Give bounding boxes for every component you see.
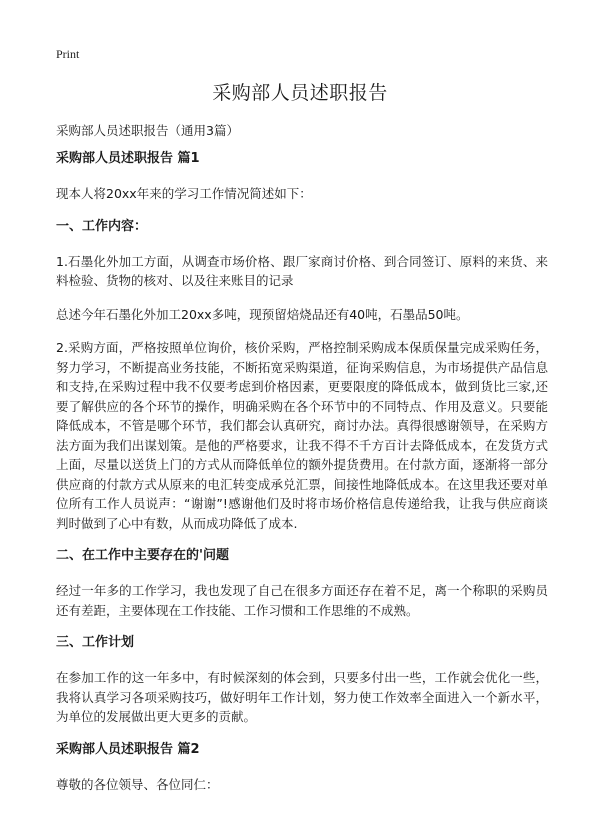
paragraph-problems: 经过一年多的工作学习，我也发现了自己在很多方面还存在着不足，离一个称职的采购员还有差距，主要体现在工作技能、工作习惯和工作思维的不成熟。: [56, 583, 548, 618]
article-heading-2: 采购部人员述职报告 篇2: [56, 741, 200, 757]
paragraph-procurement: 2.采购方面，严格按照单位询价，核价采购，严格控制采购成本保质保量完成采购任务，努力学习，不断提高业务技能，不断拓宽采购渠道，征询采购信息，为市场提供产品信息和支持,在采购过程中我不仅要考虑到价格因素，更要限度的降低成本，做到货比三家,还要了解供应的各个环节的操作，明确采购在各个环节中的不同特点、作用及意义。只要能降低成本，不管是哪个环节，我们都会认真研究，商讨办法。真得很感谢领导，在采购方法方面为我们出谋划策。是他的严格要求，让我不得不千方百计去降低成本，在发货方式上面，尽量以送货上门的方式从而降低单位的额外提货费用。在付款方面，逐渐将一部分供应商的付款方式从原来的电汇转变成承兑汇票，间接性地降低成本。在这里我还要对单位所有工作人员说声：“谢谢”!感谢他们及时将市场价格信息传递给我，让我与供应商谈判时做到了心中有数，从而成功降低了成本.: [56, 340, 548, 531]
section-heading-problems: 二、在工作中主要存在的'问题: [56, 548, 229, 563]
document-body: [56, 150, 548, 808]
print-link[interactable]: Print: [56, 47, 80, 61]
section-heading-plan: 三、工作计划: [56, 635, 135, 650]
page-title: 采购部人员述职报告: [212, 82, 388, 104]
document-subtitle: 采购部人员述职报告（通用3篇）: [56, 123, 239, 138]
intro-paragraph: 现本人将20xx年来的学习工作情况简述如下：: [56, 186, 312, 201]
paragraph-graphite-processing: 1.石墨化外加工方面，从调查市场价格、跟厂家商讨价格、到合同签订、原料的来货、来料检验、货物的核对、以及往来账目的记录: [56, 253, 548, 288]
article-heading-1: 采购部人员述职报告 篇1: [56, 151, 200, 166]
paragraph-plan: 在参加工作的这一年多中，有时候深刻的体会到，只要多付出一些，工作就会优化一些，我将认真学习各项采购技巧，做好明年工作计划，努力使工作效率全面进入一个新水平，为单位的发展做出更大更多的贡献。: [56, 670, 548, 724]
paragraph-summary: 总述今年石墨化外加工20xx多吨，现预留焙烧品还有40吨，石墨品50吨。: [56, 306, 469, 322]
greeting-paragraph: 尊敬的各位领导、各位同仁：: [56, 776, 219, 792]
section-heading-work-content: 一、工作内容：: [56, 218, 148, 234]
